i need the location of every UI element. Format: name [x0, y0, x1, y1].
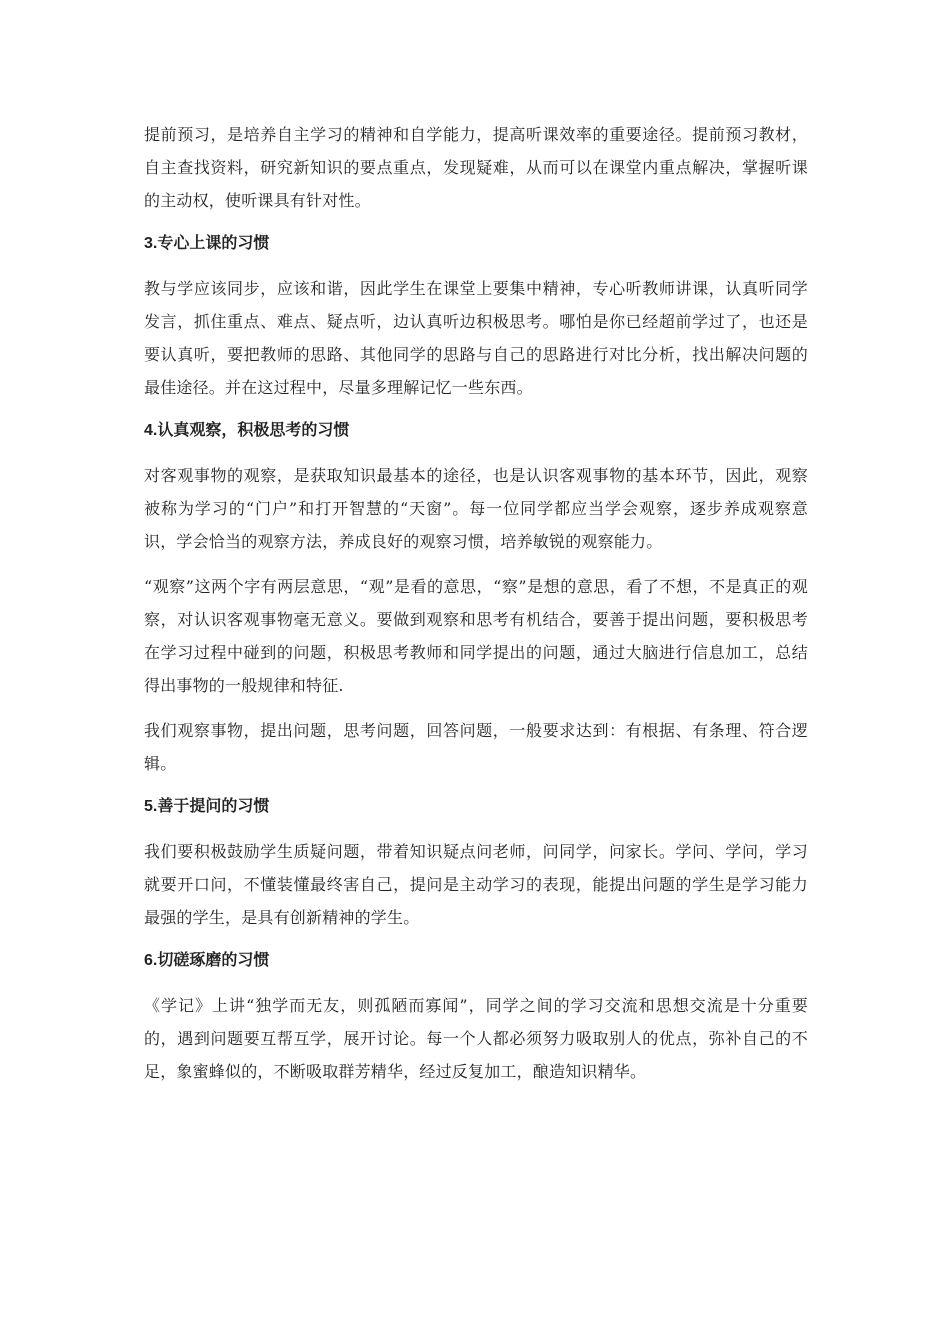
section-paragraph: 教与学应该同步，应该和谐，因此学生在课堂上要集中精神，专心听教师讲课，认真听同学发言，抓住重点、难点、疑点听，边认真听边积极思考。哪怕是你已经超前学过了，也还是要认真听，要把教师的思路、其他同学的思路与自己的思路进行对比分析，找出解决问题的最佳途径。并在这过程中，尽量多理解记忆一些东西。: [144, 279, 808, 397]
section-6: [144, 946, 808, 1088]
section-5: [144, 792, 808, 934]
section-3: [144, 229, 808, 404]
section-paragraph: 对客观事物的观察，是获取知识最基本的途径，也是认识客观事物的基本环节，因此，观察被称为学习的“门户”和打开智慧的“天窗”。每一位同学都应当学会观察，逐步养成观察意识，学会恰当的观察方法，养成良好的观察习惯，培养敏锐的观察能力。: [144, 466, 808, 551]
intro-paragraph: 提前预习，是培养自主学习的精神和自学能力，提高听课效率的重要途径。提前预习教材，自主查找资料，研究新知识的要点重点，发现疑难，从而可以在课堂内重点解决，掌握听课的主动权，使听课具有针对性。: [144, 125, 808, 210]
section-paragraph: 我们要积极鼓励学生质疑问题，带着知识疑点问老师，问同学，问家长。学问、学问，学习就要开口问，不懂装懂最终害自己，提问是主动学习的表现，能提出问题的学生是学习能力最强的学生，是具有创新精神的学生。: [144, 842, 808, 927]
section-paragraph: 《学记》上讲“独学而无友，则孤陋而寡闻”，同学之间的学习交流和思想交流是十分重要的，遇到问题要互帮互学，展开讨论。每一个人都必须努力吸取别人的优点，弥补自己的不足，象蜜蜂似的，不断吸取群芳精华，经过反复加工，酿造知识精华。: [144, 996, 808, 1081]
document-page: [144, 118, 808, 1100]
section-paragraph: 我们观察事物，提出问题，思考问题，回答问题，一般要求达到：有根据、有条理、符合逻辑。: [144, 721, 808, 773]
section-heading: 3.专心上课的习惯: [144, 235, 270, 252]
section-heading: 6.切磋琢磨的习惯: [144, 952, 270, 969]
section-heading: 5.善于提问的习惯: [144, 798, 270, 815]
section-4: [144, 416, 808, 780]
section-paragraph: “观察”这两个字有两层意思，“观”是看的意思，“察”是想的意思，看了不想，不是真正的观察，对认识客观事物毫无意义。要做到观察和思考有机结合，要善于提出问题，要积极思考在学习过程中碰到的问题，积极思考教师和同学提出的问题，通过大脑进行信息加工，总结得出事物的一般规律和特征.: [144, 577, 808, 695]
section-heading: 4.认真观察，积极思考的习惯: [144, 422, 350, 439]
